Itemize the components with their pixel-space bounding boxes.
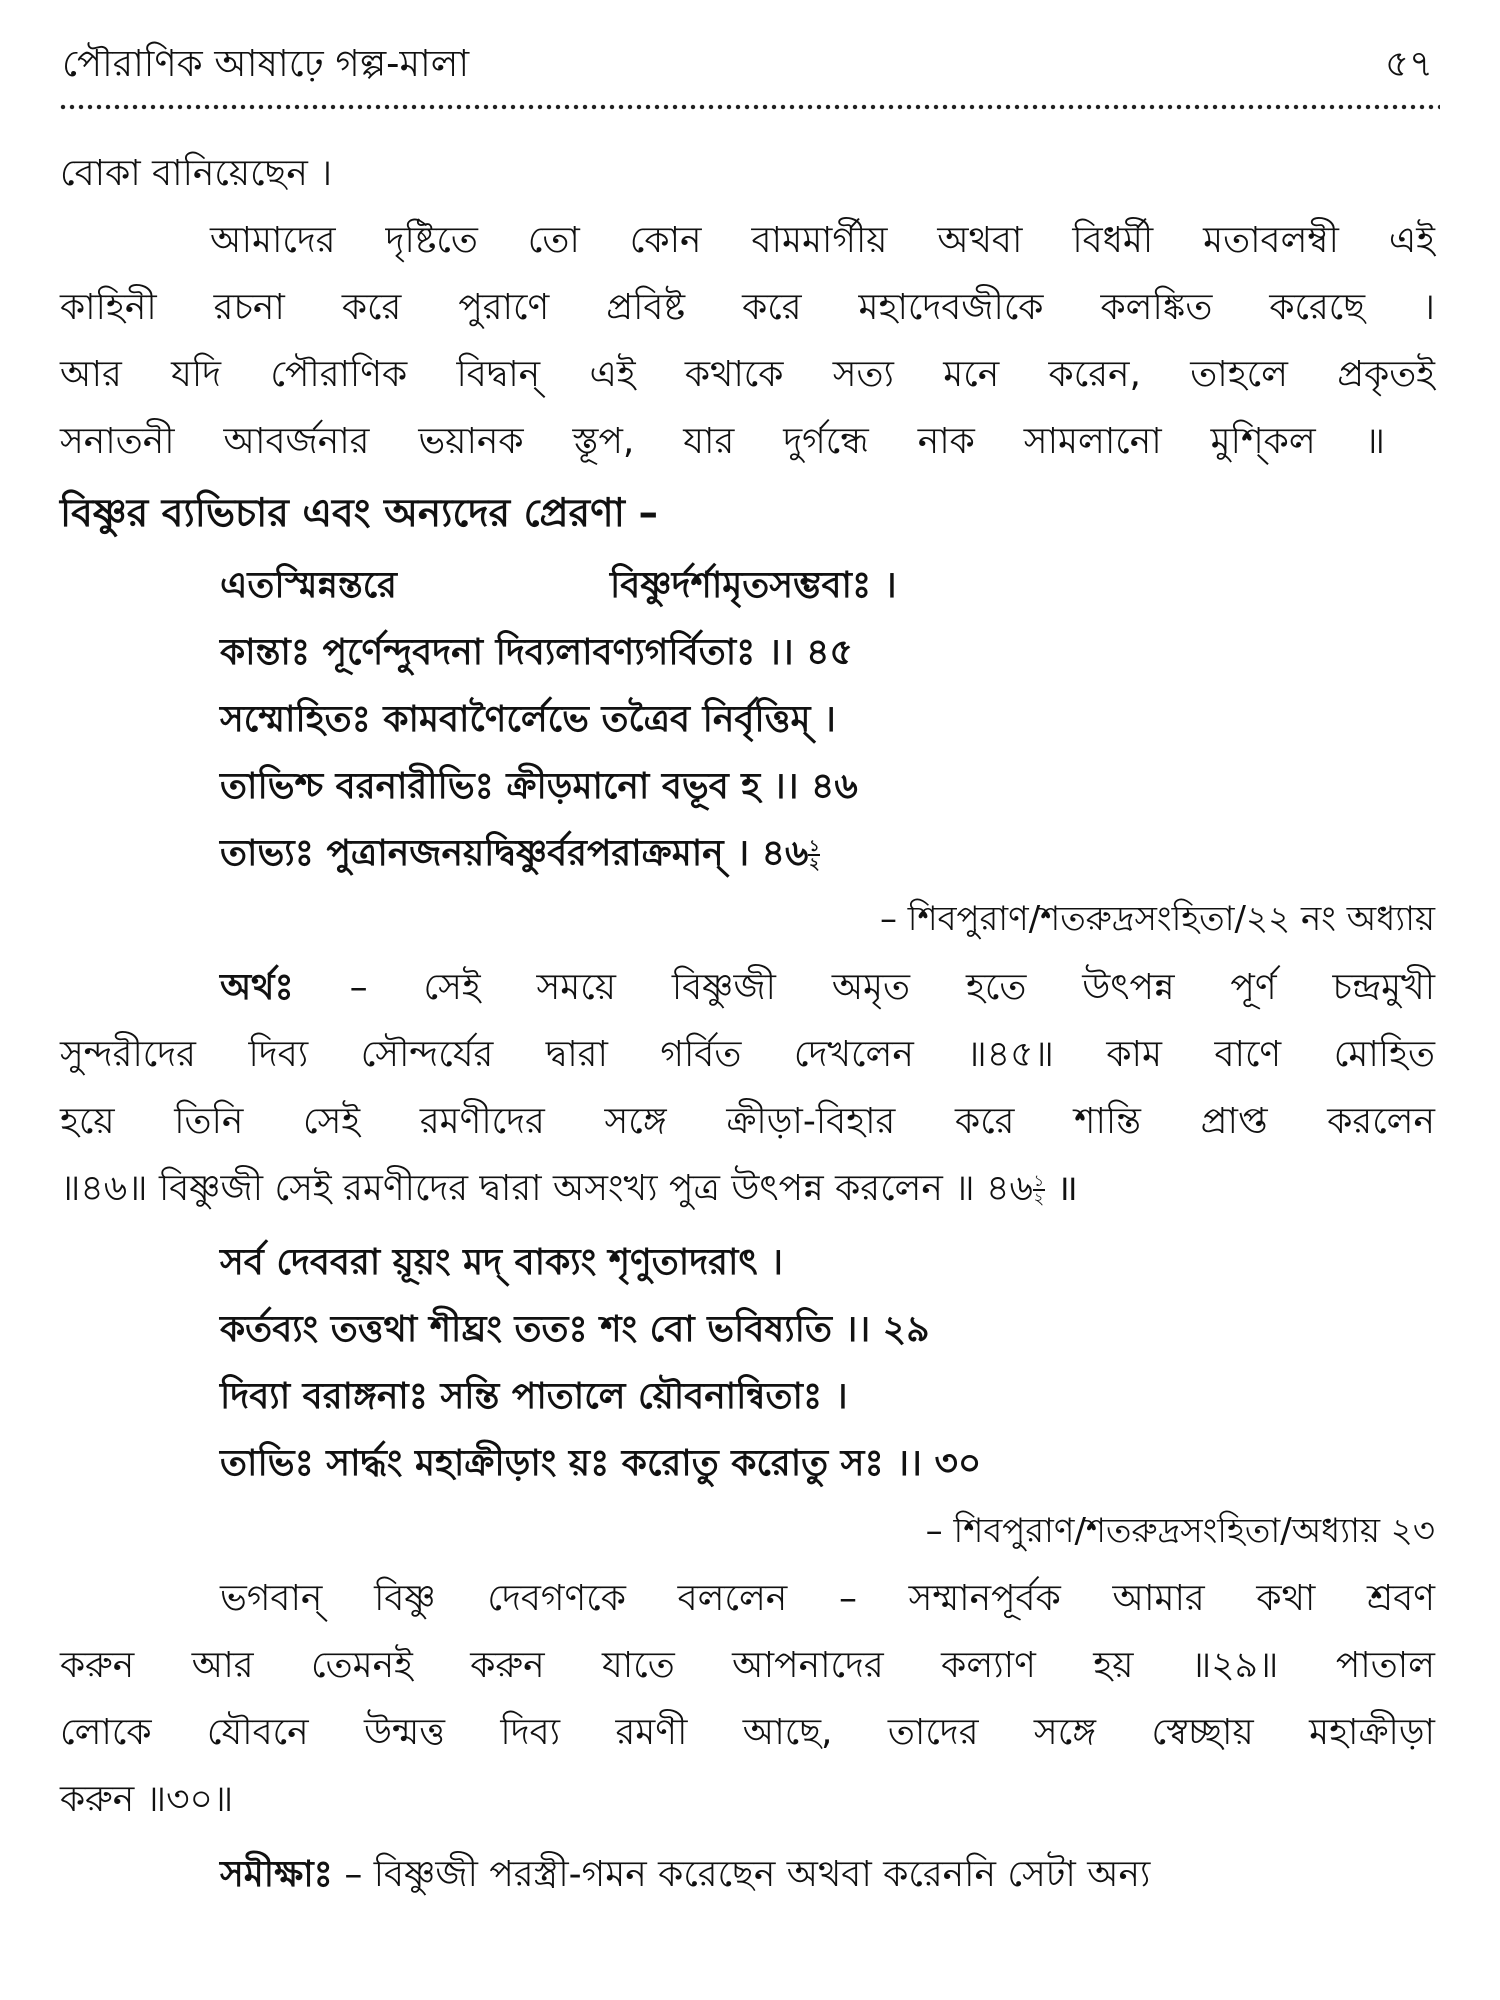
text-line: করুন আর তেমনই করুন যাতে আপনাদের কল্যাণ হয় ॥২৯॥ পাতাল (60, 1645, 1435, 1686)
header-divider (60, 104, 1440, 110)
half-fraction (808, 838, 820, 872)
section-heading: বিষ্ণুর ব্যভিচার এবং অন্যদের প্রেরণা – (60, 491, 659, 536)
half-fraction (1033, 1173, 1045, 1207)
verse-line: তাভিশ্চ বরনারীভিঃ ক্রীড়মানো বভূব হ ।। ৪৬ (220, 766, 858, 807)
text-line: সনাতনী আবর্জনার ভয়ানক স্তূপ, যার দুর্গন্ধে নাক সামলানো মুশ্কিল ॥ (60, 421, 1385, 462)
verse-line: তাভিঃ সার্দ্ধং মহাক্রীড়াং য়ঃ করোতু করোতু সঃ ।। ৩০ (220, 1443, 982, 1484)
verse-line: এতস্মিন্নন্তরে (220, 565, 397, 606)
text-line: হয়ে তিনি সেই রমণীদের সঙ্গে ক্রীড়া-বিহার করে শান্তি প্রাপ্ত করলেন (60, 1101, 1435, 1142)
text-line: আর যদি পৌরাণিক বিদ্বান্ এই কথাকে সত্য মনে করেন, তাহলে প্রকৃতই (60, 354, 1435, 395)
text-line: সুন্দরীদের দিব্য সৌন্দর্যের দ্বারা গর্বিত দেখলেন ॥৪৫॥ কাম বাণে মোহিত (60, 1034, 1435, 1075)
review-label: সমীক্ষাঃ (220, 1854, 333, 1895)
fraction-denominator: ২ (1033, 1189, 1045, 1208)
verse-line: কান্তাঃ পূর্ণেন্দুবদনা দিব্যলাবণ্যগর্বিতাঃ ।। ৪৫ (220, 632, 853, 673)
text-line: ভগবান্ বিষ্ণু দেবগণকে বললেন – সম্মানপূর্বক আমার কথা শ্রবণ (220, 1578, 1435, 1619)
text-line: সমীক্ষাঃ – বিষ্ণুজী পরস্ত্রী-গমন করেছেন অথবা করেননি সেটা অন্য (220, 1854, 1151, 1895)
text-line: লোকে যৌবনে উন্মত্ত দিব্য রমণী আছে, তাদের সঙ্গে স্বেচ্ছায় মহাক্রীড়া (60, 1712, 1435, 1753)
fraction-denominator: ২ (809, 854, 820, 873)
meaning-label: অর্থঃ (220, 967, 294, 1008)
verse-line: সর্ব দেববরা য়ূয়ং মদ্ বাক্যং শৃণুতাদরাৎ । (220, 1242, 784, 1283)
text-line: করুন ॥৩০॥ (60, 1779, 234, 1820)
citation: – শিবপুরাণ/শতরুদ্রসংহিতা/২২ নং অধ্যায় (879, 899, 1435, 939)
citation: – শিবপুরাণ/শতরুদ্রসংহিতা/অধ্যায় ২৩ (925, 1511, 1435, 1551)
verse-line: সম্মোহিতঃ কামবাণৈর্লেভে তত্রৈব নির্বৃত্তিম্ । (220, 699, 836, 740)
verse-line: দিব্যা বরাঙ্গনাঃ সন্তি পাতালে য়ৌবনান্বিতাঃ । (220, 1376, 848, 1417)
verse-line (220, 828, 820, 880)
fraction-numerator: ১ (809, 836, 820, 855)
running-header-title: পৌরাণিক আষাঢ়ে গল্প-মালা (62, 42, 470, 85)
text-line: কাহিনী রচনা করে পুরাণে প্রবিষ্ট করে মহাদেবজীকে কলঙ্কিত করেছে । (60, 287, 1435, 328)
text-line: ॥৪৬॥ বিষ্ণুজী সেই রমণীদের দ্বারা অসংখ্য পুত্র উৎপন্ন করলেন ॥ ৪৬ $\frac{১}{২}$ ॥ (60, 1168, 1078, 1209)
verse-text: তাভ্যঃ পুত্রানজনয়দ্বিষ্ণুর্বরপরাক্রমান্ । ৪৬ (220, 833, 809, 874)
text-line: অর্থঃ – সেই সময়ে বিষ্ণুজী অমৃত হতে উৎপন্ন পূর্ণ চন্দ্রমুখী (220, 967, 1435, 1008)
verse-line: কর্তব্যং তত্তথা শীঘ্রং ততঃ শং বো ভবিষ্যতি ।। ২৯ (220, 1309, 930, 1350)
text-line: বোকা বানিয়েছেন । (60, 153, 333, 194)
verse-line: বিষ্ণুর্দর্শামৃতসম্ভবাঃ । (610, 565, 897, 606)
page-number: ৫৭ (1385, 42, 1434, 85)
text-line: আমাদের দৃষ্টিতে তো কোন বামমার্গীয় অথবা বিধর্মী মতাবলম্বী এই (210, 220, 1435, 261)
fraction-numerator: ১ (1033, 1171, 1045, 1190)
